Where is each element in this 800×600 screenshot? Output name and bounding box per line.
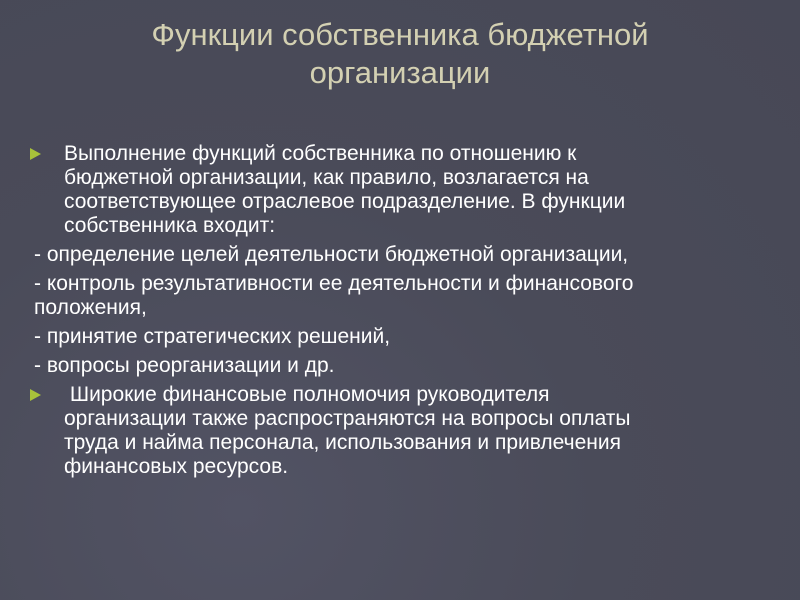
bullet-item-2-line-4: финансовых ресурсов.: [64, 455, 289, 478]
slide-title: [40, 16, 760, 92]
bullet-item-1-line-3: соответствующее отраслевое подразделение. В функции: [64, 190, 626, 213]
sub-item-control-line-2: положения,: [34, 296, 147, 319]
sub-item-control: [30, 272, 770, 320]
bullet-item-1-line-2: бюджетной организации, как правило, возлагается на: [64, 166, 589, 189]
bullet-item-1-line-1: Выполнение функций собственника по отношению к: [64, 142, 577, 165]
slide-title-line-2: организации: [309, 55, 491, 90]
bullet-item-1: [30, 142, 770, 238]
sub-item-reorganization: [30, 354, 770, 378]
bullet-item-1-line-4: собственника входит:: [64, 214, 276, 237]
sub-item-goals: [30, 243, 770, 267]
slide-title-line-1: Функции собственника бюджетной: [151, 17, 649, 52]
bullet-item-2-line-2: организации также распространяются на вопросы оплаты: [64, 407, 631, 430]
sub-item-strategy-line-1: - принятие стратегических решений,: [34, 325, 391, 348]
sub-item-control-line-1: - контроль результативности ее деятельности и финансового: [34, 272, 634, 295]
bullet-arrow-icon: [30, 389, 41, 401]
bullet-item-2: [30, 383, 770, 479]
slide-body: [30, 142, 770, 482]
sub-item-reorganization-line-1: - вопросы реорганизации и др.: [34, 354, 335, 377]
sub-item-goals-line-1: - определение целей деятельности бюджетной организации,: [34, 243, 629, 266]
bullet-item-2-line-1: Широкие финансовые полномочия руководителя: [64, 383, 550, 406]
bullet-arrow-icon: [30, 148, 41, 160]
bullet-item-2-line-3: труда и найма персонала, использования и привлечения: [64, 431, 621, 454]
sub-item-strategy: [30, 325, 770, 349]
